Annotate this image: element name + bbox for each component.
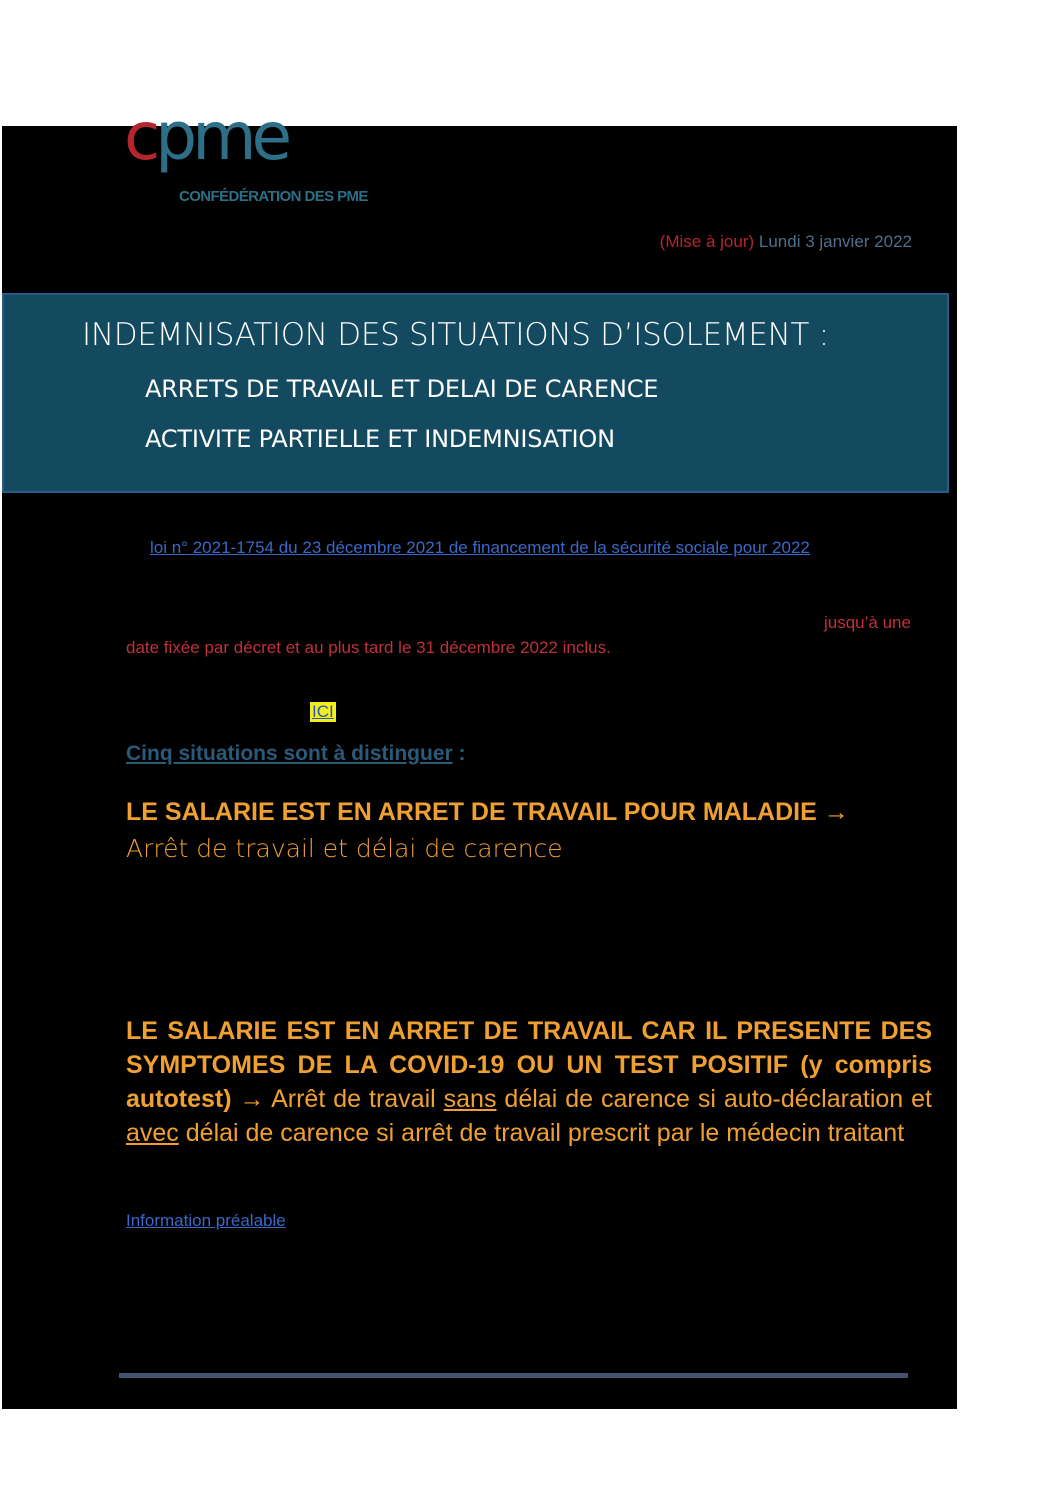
footer-divider [119, 1373, 908, 1378]
title-subheading-1: ARRETS DE TRAVAIL ET DELAI DE CARENCE [145, 375, 659, 403]
logo-letters-pme: pme [155, 98, 288, 175]
section-1-title: LE SALARIE EST EN ARRET DE TRAVAIL POUR MALADIE → [126, 798, 849, 826]
update-date [402, 232, 912, 252]
section-2-avec: avec [126, 1119, 179, 1147]
logo-wordmark [124, 98, 288, 175]
cpme-logo [124, 98, 394, 208]
law-reference-link[interactable]: loi n° 2021-1754 du 23 décembre 2021 de financement de la sécurité sociale pour 2022 [150, 538, 810, 557]
prior-information-link[interactable]: Information préalable [126, 1211, 286, 1230]
logo-subtitle: CONFÉDÉRATION DES PME [179, 188, 368, 205]
situations-heading [126, 742, 466, 766]
situations-link[interactable]: Cinq situations sont à distinguer [126, 742, 453, 765]
section-2-body-b: délai de carence si auto-déclaration et [496, 1085, 932, 1113]
situations-suffix: : [452, 742, 466, 765]
section-2 [126, 1014, 932, 1150]
logo-letter-c: c [124, 98, 156, 175]
deadline-text-line-2: date fixée par décret et au plus tard le 31 décembre 2022 inclus. [126, 638, 611, 657]
date-value: Lundi 3 janvier 2022 [758, 232, 912, 251]
deadline-text-line-1: jusqu’à une [824, 613, 911, 632]
ici-link[interactable]: ICI [312, 702, 334, 721]
section-2-body-c: délai de carence si arrêt de travail prescrit par le médecin traitant [178, 1119, 905, 1147]
title-banner [2, 293, 949, 493]
document-page [2, 98, 957, 1409]
date-prefix: (Mise à jour) [659, 232, 755, 251]
title-subheading-2: ACTIVITE PARTIELLE ET INDEMNISATION [145, 425, 615, 453]
section-2-title: LE SALARIE EST EN ARRET DE TRAVAIL CAR IL PRESENTE DES SYMPTOMES DE LA COVID-19 OU UN TEST POSITIF (y compris autotest) [126, 1017, 932, 1113]
document-title: INDEMNISATION DES SITUATIONS D’ISOLEMENT : [82, 317, 829, 353]
section-2-body-a: → Arrêt de travail [231, 1085, 444, 1113]
section-2-sans: sans [443, 1085, 497, 1113]
section-1-body: Arrêt de travail et délai de carence [126, 834, 563, 863]
